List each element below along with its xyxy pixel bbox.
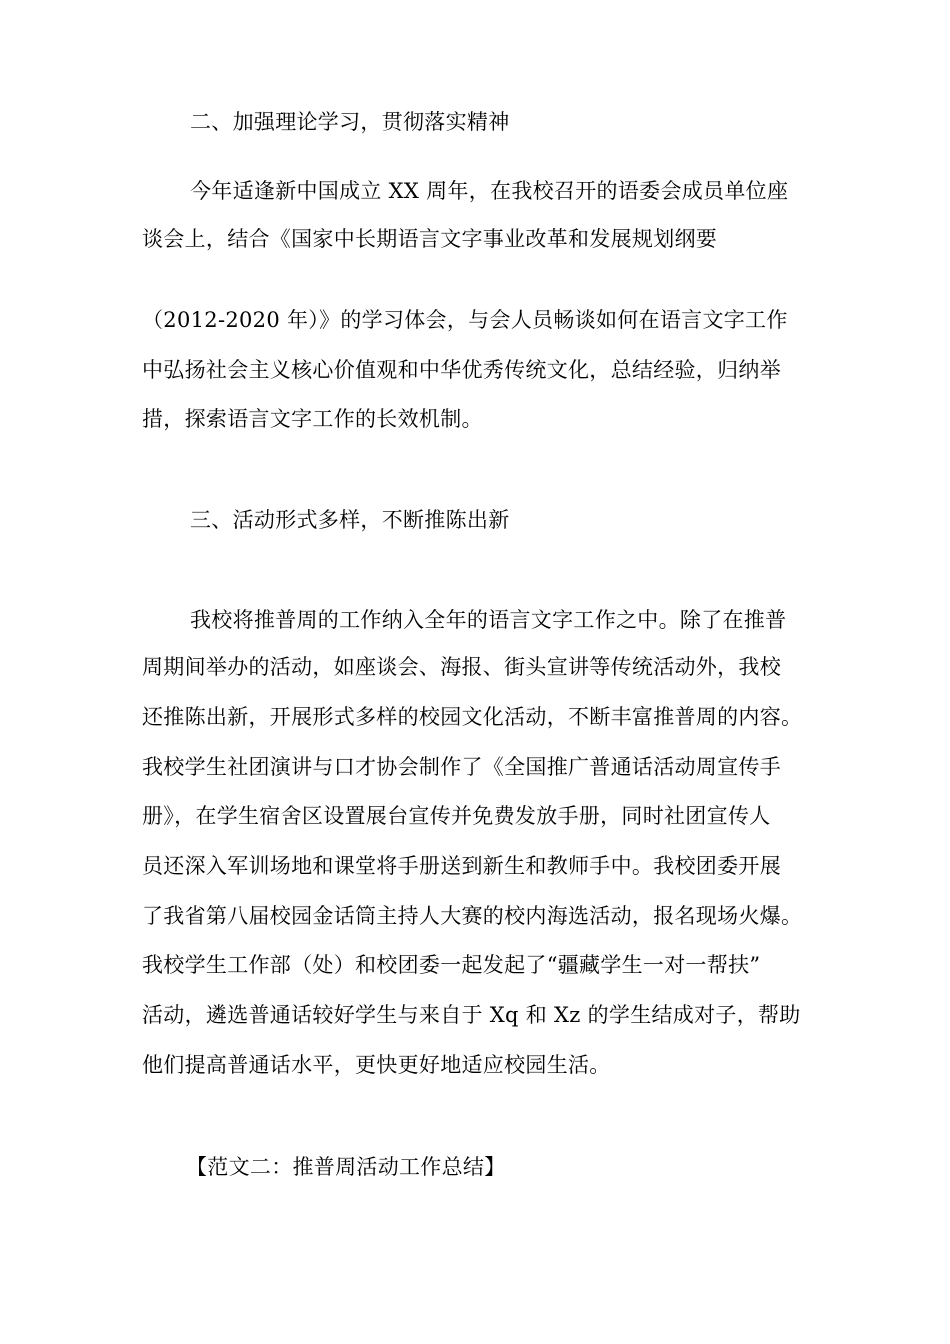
paragraph-line: 我校将推普周的工作纳入全年的语言文字工作之中。除了在推普 <box>190 608 787 632</box>
paragraph-line: 了我省第八届校园金话筒主持人大赛的校内海选活动，报名现场火爆。 <box>142 904 803 928</box>
paragraph-line: 中弘扬社会主义核心价值观和中华优秀传统文化，总结经验，归纳举 <box>142 358 781 382</box>
paragraph-line: 员还深入军训场地和课堂将手册送到新生和教师手中。我校团委开展 <box>142 854 781 878</box>
closing-heading: 【范文二：推普周活动工作总结】 <box>186 1155 506 1179</box>
paragraph-line: 我校学生工作部（处）和校团委一起发起了“疆藏学生一对一帮扶” <box>142 953 761 977</box>
paragraph-line: 谈会上，结合《国家中长期语言文字事业改革和发展规划纲要 <box>142 227 718 251</box>
paragraph-line: 册》，在学生宿舍区设置展台宣传并免费发放手册，同时社团宣传人 <box>142 804 771 828</box>
paragraph-line: 我校学生社团演讲与口才协会制作了《全国推广普通话活动周宣传手 <box>142 755 781 779</box>
paragraph-line: 今年适逢新中国成立 XX 周年，在我校召开的语委会成员单位座 <box>190 179 789 203</box>
paragraph-line: （2012-2020 年）》的学习体会，与会人员畅谈如何在语言文字工作 <box>142 308 788 332</box>
paragraph-line: 措，探索语言文字工作的长效机制。 <box>142 407 483 431</box>
section-heading-3: 三、活动形式多样，不断推陈出新 <box>190 508 510 532</box>
paragraph-line: 还推陈出新，开展形式多样的校园文化活动，不断丰富推普周的内容。 <box>142 705 803 729</box>
section-heading-2: 二、加强理论学习，贯彻落实精神 <box>190 110 510 134</box>
paragraph-line: 活动，遴选普通话较好学生与来自于 Xq 和 Xz 的学生结成对子，帮助 <box>142 1003 801 1027</box>
paragraph-line: 周期间举办的活动，如座谈会、海报、街头宣讲等传统活动外，我校 <box>142 655 781 679</box>
paragraph-line: 他们提高普通话水平，更快更好地适应校园生活。 <box>142 1053 611 1077</box>
